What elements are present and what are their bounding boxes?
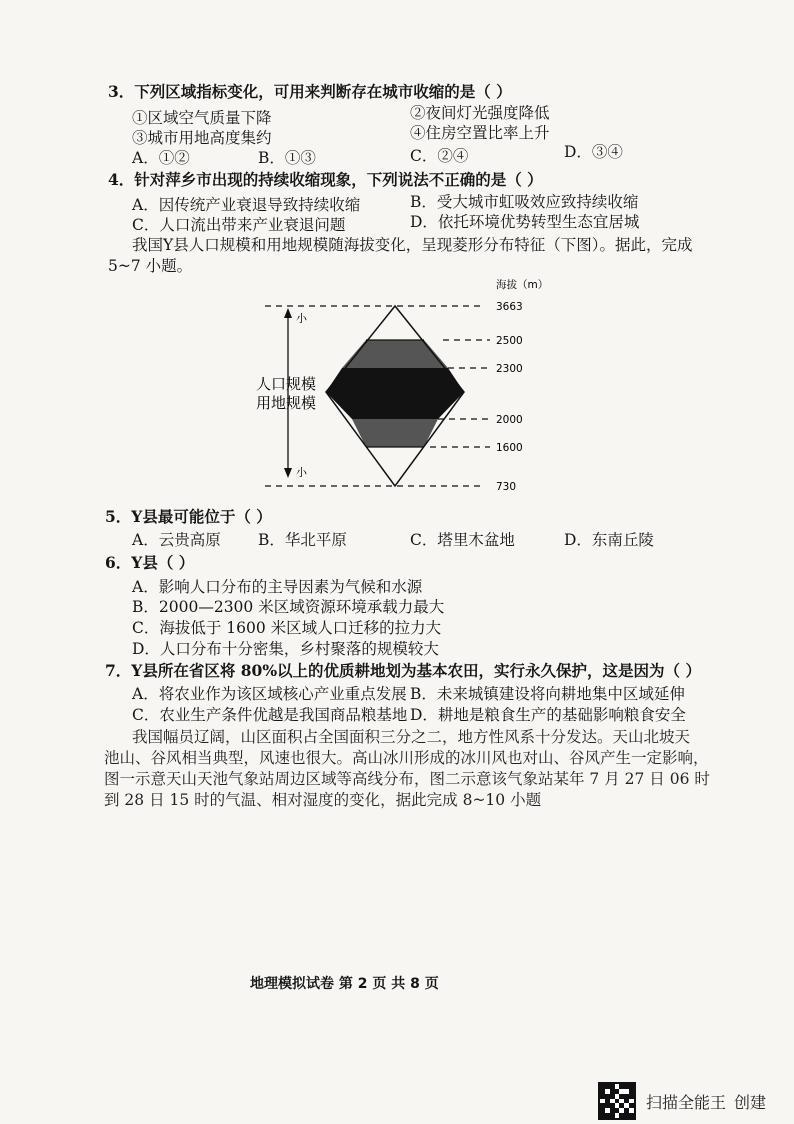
q5-option-d: D．东南丘陵 bbox=[564, 531, 654, 549]
q3-statement-2: ②夜间灯光强度降低 bbox=[410, 104, 550, 122]
question-3-stem: 3．下列区域指标变化，可用来判断存在城市收缩的是（ ） bbox=[108, 82, 512, 101]
q7-option-d: D．耕地是粮食生产的基础影响粮食安全 bbox=[410, 706, 686, 724]
band-2000-2300 bbox=[326, 368, 464, 419]
intro-paragraph-2-line-3: 图一示意天山天池气象站周边区域等高线分布，图二示意该气象站某年 7 月 27 日 06 时 bbox=[104, 770, 710, 788]
q5-option-c: C．塔里木盆地 bbox=[410, 531, 515, 549]
q6-option-a: A．影响人口分布的主导因素为气候和水源 bbox=[132, 578, 423, 596]
intro-paragraph-2-line-1: 我国幅员辽阔，山区面积占全国面积三分之二，地方性风系十分发达。天山北坡天 bbox=[132, 728, 691, 746]
center-label-population: 人口规模 bbox=[256, 375, 317, 393]
scanner-watermark bbox=[598, 1082, 766, 1120]
q4-option-b: B．受大城市虹吸效应致持续收缩 bbox=[410, 193, 639, 211]
question-7-stem: 7．Y县所在省区将 80%以上的优质耕地划为基本农田，实行永久保护，这是因为（ ） bbox=[105, 661, 701, 680]
intro-paragraph-2-line-2: 池山、谷风相当典型，风速也很大。高山冰川形成的冰川风也对山、谷风产生一定影响， bbox=[104, 749, 709, 767]
q3-option-d: D．③④ bbox=[564, 143, 623, 161]
elevation-2000-label: 2000 bbox=[496, 414, 523, 426]
q7-option-c: C．农业生产条件优越是我国商品粮基地 bbox=[132, 706, 408, 724]
diamond-figure bbox=[240, 272, 570, 502]
q7-option-b: B．未来城镇建设将向耕地集中区域延伸 bbox=[410, 685, 685, 703]
page-footer: 地理模拟试卷 第 2 页 共 8 页 bbox=[250, 976, 439, 992]
elevation-unit-label: 海拔（m） bbox=[496, 279, 549, 291]
q7-option-a: A．将农业作为该区域核心产业重点发展 bbox=[132, 685, 407, 703]
q4-option-c: C．人口流出带来产业衰退问题 bbox=[132, 216, 346, 234]
q4-option-d: D．依托环境优势转型生态宜居城 bbox=[410, 213, 640, 231]
q5-option-a: A．云贵高原 bbox=[132, 531, 221, 549]
brand-name: 扫描全能王 bbox=[645, 1092, 726, 1112]
center-label-land: 用地规模 bbox=[256, 394, 317, 412]
band-2300-2500 bbox=[342, 340, 448, 368]
question-4-stem: 4．针对萍乡市出现的持续收缩现象，下列说法不正确的是（ ） bbox=[108, 170, 543, 189]
q6-option-b: B．2000—2300 米区域资源环境承载力最大 bbox=[132, 598, 445, 616]
question-5-stem: 5．Y县最可能位于（ ） bbox=[105, 507, 272, 526]
elevation-730-label: 730 bbox=[496, 481, 517, 493]
q4-option-a: A．因传统产业衰退导致持续收缩 bbox=[132, 196, 361, 214]
q5-option-b: B．华北平原 bbox=[258, 531, 347, 549]
brand-action: 创建 bbox=[733, 1092, 766, 1112]
intro-paragraph-1-line-2: 5~7 小题。 bbox=[108, 257, 193, 275]
q6-option-c: C．海拔低于 1600 米区域人口迁移的拉力大 bbox=[132, 619, 442, 637]
bottom-small-label: 小 bbox=[296, 466, 307, 479]
arrow-down-icon bbox=[284, 468, 292, 478]
arrow-up-icon bbox=[284, 308, 292, 318]
elevation-1600-label: 1600 bbox=[496, 442, 523, 454]
elevation-2300-label: 2300 bbox=[496, 363, 523, 375]
q3-statement-4: ④住房空置比率上升 bbox=[410, 124, 550, 142]
q3-option-b: B．①③ bbox=[258, 149, 316, 167]
top-small-label: 小 bbox=[296, 312, 307, 325]
population-elevation-diagram bbox=[240, 272, 570, 502]
q6-option-d: D．人口分布十分密集，乡村聚落的规模较大 bbox=[132, 640, 439, 658]
elevation-2500-label: 2500 bbox=[496, 335, 523, 347]
q3-option-c: C．②④ bbox=[410, 147, 469, 165]
elevation-3663-label: 3663 bbox=[496, 301, 523, 313]
intro-paragraph-1-line-1: 我国Y县人口规模和用地规模随海拔变化，呈现菱形分布特征（下图）。据此，完成 bbox=[132, 236, 693, 254]
question-6-stem: 6．Y县（ ） bbox=[105, 553, 195, 572]
intro-paragraph-2-line-4: 到 28 日 15 时的气温、相对湿度的变化，据此完成 8~10 小题 bbox=[104, 791, 542, 809]
q3-statement-1: ①区域空气质量下降 bbox=[132, 109, 272, 127]
q3-option-a: A．①② bbox=[132, 149, 190, 167]
band-1600-2000 bbox=[352, 419, 438, 447]
q3-statement-3: ③城市用地高度集约 bbox=[132, 129, 272, 147]
qr-code-icon bbox=[598, 1082, 636, 1120]
